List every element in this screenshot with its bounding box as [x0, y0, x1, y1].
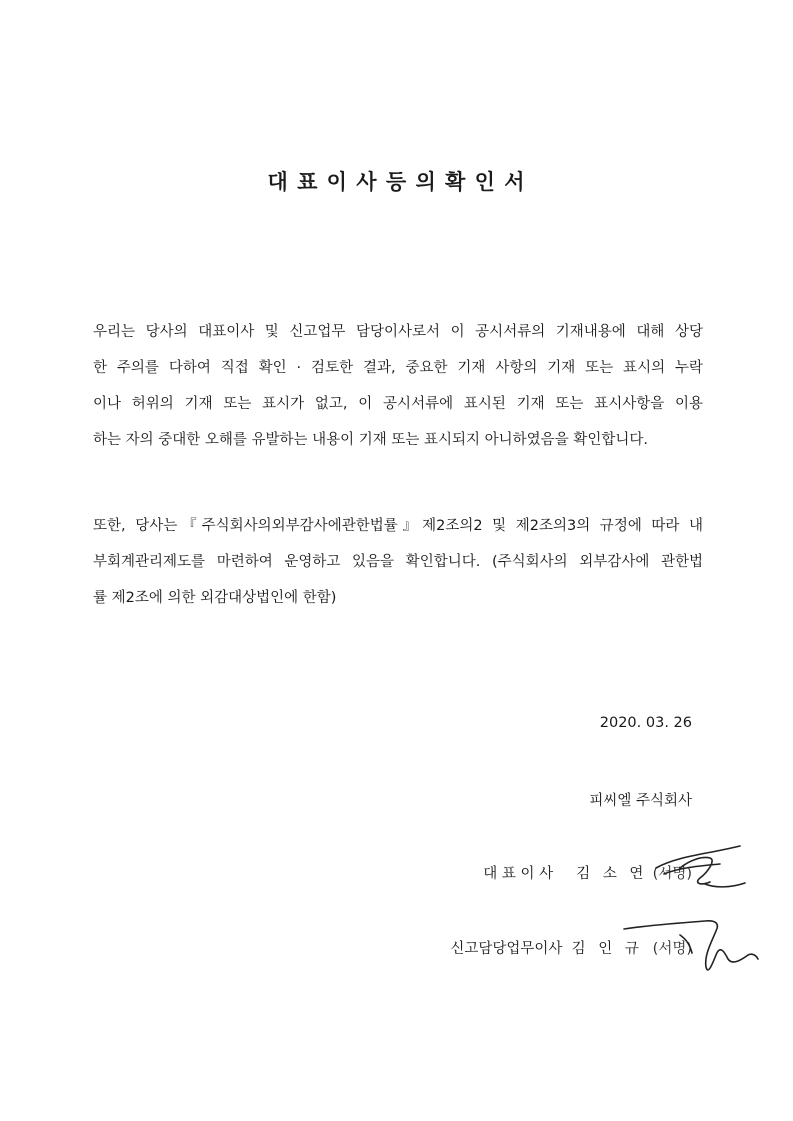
ceo-role: 대 표 이 사: [483, 866, 554, 882]
officer-role: 신고담당업무이사: [450, 941, 563, 957]
paragraph-line: 하는 자의 중대한 오해를 유발하는 내용이 기재 또는 표시되지 아니하였음을 확인합니다.: [93, 432, 648, 448]
confirmation-paragraph: [93, 314, 703, 458]
document-date: 2020. 03. 26: [599, 715, 692, 731]
document-title: 대 표 이 사 등 의 확 인 서: [267, 170, 526, 194]
paragraph-line: 률 제2조에 의한 외감대상법인에 한함): [93, 590, 337, 606]
paragraph-line: 한 주의를 다하여 직접 확인 · 검토한 결과, 중요한 기재 사항의 기재 또는 표시의 누락: [93, 360, 703, 376]
officer-signature-line: [450, 937, 692, 958]
paragraph-line: 이나 허위의 기재 또는 표시가 없고, 이 공시서류에 표시된 기재 또는 표시사항을 이용: [93, 396, 703, 412]
internal-control-paragraph: [93, 508, 703, 616]
company-name: 피씨엘 주식회사: [589, 793, 692, 809]
ceo-name: 김 소 연: [576, 866, 644, 882]
ceo-sign-label: (서명): [652, 866, 692, 882]
officer-name: 김 인 규: [571, 941, 639, 957]
paragraph-line: 우리는 당사의 대표이사 및 신고업무 담당이사로서 이 공시서류의 기재내용에 대해 상당: [93, 324, 703, 340]
officer-sign-label: (서명): [652, 941, 692, 957]
ceo-signature-line: [483, 862, 692, 883]
paragraph-line: 또한, 당사는『주식회사의외부감사에관한법률』제2조의2 및 제2조의3의 규정에 따라 내: [93, 518, 703, 534]
paragraph-line: 부회계관리제도를 마련하여 운영하고 있음을 확인합니다. (주식회사의 외부감사에 관한법: [93, 554, 703, 570]
